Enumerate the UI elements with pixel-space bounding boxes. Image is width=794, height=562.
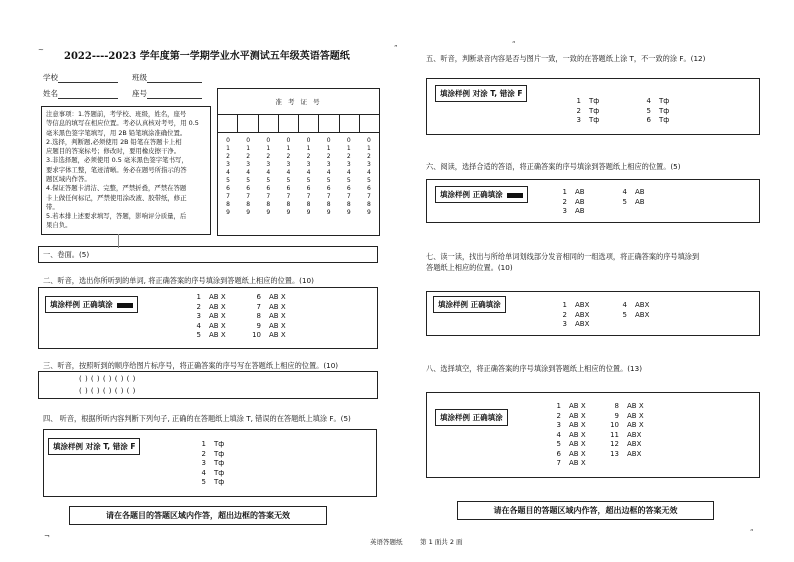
section-5-sample: 填涂样例 对涂 T, 错涂 F [435, 85, 527, 102]
answer-row [194, 440, 254, 450]
question-number: 1 [562, 301, 567, 309]
answer-row [555, 188, 675, 198]
exam-number-cell[interactable] [238, 115, 258, 132]
question-number: 10 [610, 421, 619, 429]
answer-bubbles[interactable]: ABX [627, 430, 642, 439]
section-4-box [43, 429, 377, 497]
question-number: 1 [196, 293, 201, 301]
digit-bubble[interactable]: 9 [266, 209, 271, 216]
digit-bubble[interactable]: 9 [326, 209, 331, 216]
answer-bubbles[interactable]: AB X [627, 421, 644, 429]
digit-bubble[interactable]: 7 [346, 193, 351, 200]
answer-bubbles[interactable]: AB X [269, 331, 286, 339]
digit-bubble[interactable]: 3 [246, 161, 251, 168]
question-number: 6 [556, 449, 561, 458]
seat-label: 座号 [132, 89, 147, 98]
answer-row [549, 431, 667, 441]
answer-bubbles[interactable]: AB X [569, 402, 586, 410]
digit-bubble[interactable]: 0 [226, 137, 230, 144]
digit-bubble[interactable]: 8 [306, 201, 311, 208]
answer-bubbles[interactable]: Tф [589, 97, 600, 105]
digit-bubble[interactable]: 7 [226, 193, 230, 200]
digit-bubble[interactable]: 3 [367, 161, 371, 168]
seat-field[interactable] [132, 88, 202, 99]
question-number: 1 [576, 97, 581, 105]
section-4-items [194, 440, 254, 488]
question-number: 3 [196, 312, 201, 320]
digit-bubble[interactable]: 7 [367, 193, 371, 200]
notes-line: 注意事项：1.答题前，考学校、班级，姓名，座号 [46, 110, 187, 118]
digit-bubble[interactable]: 4 [326, 169, 331, 176]
class-label: 班级 [132, 73, 147, 82]
section-6-box [426, 179, 760, 223]
digit-bubble[interactable]: 7 [246, 193, 251, 200]
section-3-title: 三、听音，按照听到的顺序给图片标序号，将正确答案的序号写在答题纸上相应的位置。(10) [43, 361, 339, 370]
answer-bubbles[interactable]: AB X [269, 321, 286, 330]
answer-row [549, 459, 667, 469]
digit-bubble[interactable]: 2 [326, 153, 331, 160]
section-5-box [426, 78, 760, 135]
section-8-items [549, 402, 667, 469]
digit-bubble[interactable]: 2 [266, 153, 271, 160]
digit-bubble[interactable]: 4 [346, 169, 351, 176]
answer-bubbles[interactable]: Tф [214, 478, 225, 486]
question-number: 13 [610, 449, 619, 458]
school-label: 学校 [43, 73, 58, 82]
digit-bubble[interactable]: 3 [286, 161, 291, 168]
digit-bubble[interactable]: 6 [266, 185, 271, 192]
answer-bubbles[interactable]: AB X [569, 440, 586, 448]
answer-bubbles[interactable]: Tф [214, 449, 225, 458]
digit-bubble[interactable]: 8 [367, 201, 371, 208]
digit-bubble[interactable]: 0 [326, 137, 331, 144]
digit-bubble[interactable]: 5 [306, 177, 311, 184]
question-number: 5 [646, 106, 651, 115]
answer-bubbles[interactable]: ABX [575, 301, 590, 309]
section-7-title-line-1: 七、读一读，找出与所给单词划线部分发音相同的一组选项，将正确答案的序号填涂到 [426, 252, 700, 261]
question-number: 2 [196, 302, 201, 311]
answer-bubbles[interactable]: ABX [627, 440, 642, 448]
section-2-items [189, 293, 309, 341]
digit-bubble[interactable]: 9 [306, 209, 311, 216]
name-label: 姓名 [43, 89, 58, 98]
answer-row [569, 116, 699, 126]
digit-bubble[interactable]: 4 [286, 169, 291, 176]
question-number: 2 [556, 411, 561, 420]
answer-bubbles[interactable]: Tф [214, 468, 225, 477]
answer-bubbles[interactable]: AB X [569, 449, 586, 458]
answer-bubbles[interactable]: AB X [209, 331, 226, 339]
answer-bubbles[interactable]: Tф [214, 440, 225, 448]
answer-bubbles[interactable]: AB X [209, 302, 226, 311]
school-field[interactable] [43, 72, 118, 83]
digit-bubble[interactable]: 3 [306, 161, 311, 168]
left-warning: 请在各题目的答题区域内作答，超出边框的答案无效 [69, 506, 327, 525]
exam-number-column [218, 137, 238, 217]
exam-number-label: 准 考 证 号 [218, 89, 379, 115]
digit-bubble[interactable]: 4 [306, 169, 311, 176]
answer-bubbles[interactable]: AB X [209, 321, 226, 330]
question-number: 5 [622, 197, 627, 206]
question-number: 2 [576, 106, 581, 115]
digit-bubble[interactable]: 2 [306, 153, 311, 160]
digit-bubble[interactable]: 2 [346, 153, 351, 160]
exam-number-column [278, 137, 298, 217]
digit-bubble[interactable]: 0 [286, 137, 291, 144]
answer-bubbles[interactable]: AB X [627, 402, 644, 410]
notes-line: 题区域内作答。 [46, 174, 91, 183]
answer-bubbles[interactable]: Tф [659, 106, 670, 115]
question-number: 9 [614, 411, 619, 420]
page-title: 2022----2023 学年度第一学期学业水平测试五年级英语答题纸 [64, 51, 350, 62]
answer-bubbles[interactable]: AB [575, 207, 585, 215]
digit-bubble[interactable]: 1 [246, 145, 251, 152]
answer-bubbles[interactable]: AB X [569, 430, 586, 439]
digit-bubble[interactable]: 1 [266, 145, 271, 152]
digit-bubble[interactable]: 7 [306, 193, 311, 200]
answer-row [194, 450, 254, 460]
section-2-title: 二、听音，选出你所听到的单词, 将正确答案的序号填涂到答题纸上相应的位置。(10) [43, 276, 314, 285]
digit-bubble[interactable]: 6 [286, 185, 291, 192]
right-warning: 请在各题目的答题区域内作答，超出边框的答案无效 [457, 501, 714, 520]
answer-row [549, 450, 667, 460]
section-8-sample: 填涂样例 正确填涂 [435, 409, 508, 426]
notes-line: 4.保证答题卡清洁、完整，严禁折叠，严禁在答题 [46, 184, 187, 193]
answer-bubbles[interactable]: AB [575, 197, 585, 206]
answer-bubbles[interactable]: AB X [569, 411, 586, 420]
exam-number-cell[interactable] [218, 115, 238, 132]
digit-bubble[interactable]: 5 [346, 177, 351, 184]
section-1-box [38, 246, 378, 263]
section-2-sample-label: 填涂样例 正确填涂 [50, 300, 113, 309]
notes-box [41, 106, 211, 235]
answer-bubbles[interactable]: ABX [575, 310, 590, 319]
digit-bubble[interactable]: 1 [326, 145, 331, 152]
digit-bubble[interactable]: 1 [226, 145, 230, 152]
exam-number-column [319, 137, 339, 217]
digit-bubble[interactable]: 0 [346, 137, 351, 144]
question-number: 4 [646, 97, 651, 105]
section-3-row-1[interactable]: ( ) ( ) ( ) ( ) ( ) [79, 375, 136, 383]
digit-bubble[interactable]: 2 [367, 153, 371, 160]
filled-mark-icon [117, 303, 133, 308]
digit-bubble[interactable]: 8 [286, 201, 291, 208]
notes-line: 毫米黑色签字笔填写，用 2B 铅笔填涂准确位置。 [46, 128, 187, 137]
answer-row [569, 107, 699, 117]
section-4-title: 四、 听音，根据所听内容判断下列句子, 正确的在答题纸上填涂 T, 错误的在答题纸上填涂 F。(5) [43, 414, 351, 423]
question-number: 1 [562, 188, 567, 196]
question-number: 7 [556, 459, 561, 467]
digit-bubble[interactable]: 6 [246, 185, 251, 192]
digit-bubble[interactable]: 3 [226, 161, 230, 168]
answer-bubbles[interactable]: AB [635, 188, 645, 196]
notes-line: 3.非选择题，必须使用 0.5 毫米黑色签字笔书写， [46, 156, 188, 165]
digit-bubble[interactable]: 5 [266, 177, 271, 184]
question-number: 2 [562, 197, 567, 206]
digit-bubble[interactable]: 3 [266, 161, 271, 168]
right-top-mark: “ [512, 40, 516, 48]
section-3-box [38, 371, 378, 399]
answer-row [189, 303, 309, 313]
digit-bubble[interactable]: 0 [367, 137, 371, 144]
notes-line: 应题目的答案标号；修改时，要用橡皮擦干净。 [46, 147, 181, 156]
answer-row [555, 207, 675, 217]
digit-bubble[interactable]: 1 [367, 145, 371, 152]
answer-bubbles[interactable]: Tф [589, 106, 600, 115]
answer-bubbles[interactable]: AB [635, 197, 645, 206]
question-number: 5 [556, 440, 561, 448]
question-number: 3 [556, 421, 561, 429]
digit-bubble[interactable]: 7 [266, 193, 271, 200]
section-6-title: 六、阅读，选择合适的答语，将正确答案的序号填涂到答题纸上相应的位置。(5) [426, 162, 681, 171]
answer-bubbles[interactable]: ABX [635, 310, 650, 319]
answer-bubbles[interactable]: AB X [627, 411, 644, 420]
answer-row [189, 312, 309, 322]
notes-line: 带。 [46, 202, 59, 211]
notes-line: 5.若本排上述要求填写，答题，影响评分质量，后 [46, 212, 187, 221]
digit-bubble[interactable]: 1 [306, 145, 311, 152]
digit-bubble[interactable]: 6 [326, 185, 331, 192]
digit-bubble[interactable]: 9 [286, 209, 291, 216]
answer-bubbles[interactable]: AB X [569, 459, 586, 467]
question-number: 6 [646, 116, 651, 124]
question-number: 3 [562, 207, 567, 215]
digit-bubble[interactable]: 5 [326, 177, 331, 184]
digit-bubble[interactable]: 0 [266, 137, 271, 144]
section-6-sample-label: 填涂样例 正确填涂 [440, 190, 503, 199]
exam-number-grid [217, 88, 380, 236]
question-number: 2 [201, 449, 206, 458]
section-1-title: 一、卷面。(5) [43, 250, 90, 259]
digit-bubble[interactable]: 0 [306, 137, 311, 144]
digit-bubble[interactable]: 8 [266, 201, 271, 208]
digit-bubble[interactable]: 9 [346, 209, 351, 216]
digit-bubble[interactable]: 6 [306, 185, 311, 192]
question-number: 3 [576, 116, 581, 124]
digit-bubble[interactable]: 6 [226, 185, 230, 192]
answer-bubbles[interactable]: ABX [575, 320, 590, 328]
exam-number-cell[interactable] [279, 115, 299, 132]
exam-number-column [238, 137, 258, 217]
answer-row [549, 412, 667, 422]
section-8-title: 八、选择填空，将正确答案的序号填涂到答题纸上相应的位置。(13) [426, 364, 643, 373]
notes-line: 要求字体工整，笔迹清晰。务必在题号所指示的答 [46, 165, 187, 174]
question-number: 4 [201, 468, 206, 477]
answer-bubbles[interactable]: Tф [589, 116, 600, 124]
section-5-title: 五、听音，判断录音内容是否与图片一致，一致的在答题纸上涂 T，不一致的涂 F。(12) [426, 54, 706, 63]
digit-bubble[interactable]: 3 [326, 161, 331, 168]
answer-row [189, 331, 309, 341]
section-7-sample: 填涂样例 正确填涂 [433, 296, 506, 313]
question-number: 8 [614, 402, 619, 410]
answer-bubbles[interactable]: AB X [209, 293, 226, 301]
answer-bubbles[interactable]: AB X [269, 293, 286, 301]
right-corner-mark: “ [750, 528, 754, 536]
answer-bubbles[interactable]: AB [575, 188, 585, 196]
notes-line: 2.选择，判断题,必须使用 2B 铅笔在答题卡上相 [46, 137, 182, 146]
digit-bubble[interactable]: 2 [286, 153, 291, 160]
digit-bubble[interactable]: 0 [246, 137, 251, 144]
digit-bubble[interactable]: 5 [286, 177, 291, 184]
digit-bubble[interactable]: 7 [286, 193, 291, 200]
answer-row [189, 293, 309, 303]
digit-bubble[interactable]: 1 [346, 145, 351, 152]
answer-bubbles[interactable]: AB X [569, 421, 586, 429]
class-field[interactable] [132, 72, 202, 83]
section-8-box [426, 392, 760, 478]
digit-bubble[interactable]: 7 [326, 193, 331, 200]
digit-bubble[interactable]: 6 [367, 185, 371, 192]
question-number: 4 [622, 188, 627, 196]
question-number: 3 [562, 320, 567, 328]
exam-number-column [258, 137, 278, 217]
answer-row [555, 320, 675, 330]
question-number: 4 [622, 301, 627, 309]
section-4-sample: 填涂样例 对涂 T, 错涂 F [48, 438, 140, 455]
answer-bubbles[interactable]: Tф [659, 97, 670, 105]
answer-row [194, 478, 254, 488]
exam-number-cell[interactable] [360, 115, 379, 132]
answer-row [555, 198, 675, 208]
left-corner-mark: ¬ [44, 532, 50, 540]
digit-bubble[interactable]: 4 [226, 169, 230, 176]
section-3-row-2[interactable]: ( ) ( ) ( ) ( ) ( ) [79, 387, 136, 395]
question-number: 2 [562, 310, 567, 319]
notes-line: 果自负。 [46, 221, 72, 230]
notes-line: 卡上做任何标记，严禁使用涂改液、胶带纸，修正 [46, 193, 187, 202]
name-field[interactable] [43, 88, 118, 99]
question-number: 5 [201, 478, 206, 486]
digit-bubble[interactable]: 4 [367, 169, 371, 176]
quote-mark: ” [394, 44, 398, 52]
question-number: 4 [196, 321, 201, 330]
digit-bubble[interactable]: 8 [226, 201, 230, 208]
corner-mark: ~ [38, 46, 44, 54]
question-number: 1 [201, 440, 206, 448]
question-number: 5 [622, 310, 627, 319]
divider-tick [118, 234, 119, 248]
question-number: 6 [256, 293, 261, 301]
digit-bubble[interactable]: 5 [246, 177, 251, 184]
question-number: 11 [610, 430, 619, 439]
section-6-items [555, 188, 675, 217]
question-number: 9 [256, 321, 261, 330]
question-number: 3 [201, 459, 206, 467]
exam-number-column [299, 137, 319, 217]
answer-row [194, 469, 254, 479]
answer-row [549, 421, 667, 431]
answer-bubbles[interactable]: ABX [635, 301, 650, 309]
filled-mark-icon [507, 193, 523, 198]
answer-bubbles[interactable]: ABX [627, 449, 642, 458]
question-number: 10 [252, 331, 261, 339]
digit-bubble[interactable]: 9 [226, 209, 230, 216]
digit-bubble[interactable]: 6 [346, 185, 351, 192]
exam-number-column [359, 137, 379, 217]
digit-bubble[interactable]: 8 [326, 201, 331, 208]
digit-bubble[interactable]: 3 [346, 161, 351, 168]
exam-number-cell[interactable] [319, 115, 339, 132]
exam-number-cell[interactable] [259, 115, 279, 132]
question-number: 4 [556, 430, 561, 439]
exam-number-cell[interactable] [340, 115, 360, 132]
answer-row [549, 440, 667, 450]
section-2-sample [45, 296, 138, 313]
digit-bubble[interactable]: 5 [226, 177, 230, 184]
answer-bubbles[interactable]: AB X [269, 312, 286, 320]
question-number: 5 [196, 331, 201, 339]
digit-bubble[interactable]: 8 [246, 201, 251, 208]
section-7-title-line-2: 答题纸上相应的位置。(10) [426, 263, 513, 272]
answer-row [194, 459, 254, 469]
digit-bubble[interactable]: 2 [246, 153, 251, 160]
answer-row [555, 311, 675, 321]
digit-bubble[interactable]: 2 [226, 153, 230, 160]
answer-bubbles[interactable]: AB X [269, 302, 286, 311]
page-number: 第 1 面共 2 面 [420, 538, 463, 546]
answer-row [189, 322, 309, 332]
digit-bubble[interactable]: 9 [367, 209, 371, 216]
footer-label: 英语答题纸 [370, 538, 403, 546]
digit-bubble[interactable]: 1 [286, 145, 291, 152]
answer-row [569, 97, 699, 107]
section-5-items [569, 97, 699, 126]
answer-row [555, 301, 675, 311]
section-7-items [555, 301, 675, 330]
question-number: 12 [610, 440, 619, 448]
exam-number-cell[interactable] [299, 115, 319, 132]
section-7-box [426, 291, 760, 336]
digit-bubble[interactable]: 5 [367, 177, 371, 184]
question-number: 1 [556, 402, 561, 410]
digit-bubble[interactable]: 4 [266, 169, 271, 176]
answer-bubbles[interactable]: Tф [214, 459, 225, 467]
answer-bubbles[interactable]: Tф [659, 116, 670, 124]
section-2-box [38, 287, 378, 349]
answer-row [549, 402, 667, 412]
exam-number-column [339, 137, 359, 217]
section-6-sample [435, 186, 528, 203]
digit-bubble[interactable]: 8 [346, 201, 351, 208]
notes-line: 等信息的填写在相应位置。考必认真核对考号，用 0.5 [46, 119, 199, 128]
answer-bubbles[interactable]: AB X [209, 312, 226, 320]
question-number: 7 [256, 302, 261, 311]
digit-bubble[interactable]: 4 [246, 169, 251, 176]
question-number: 8 [256, 312, 261, 320]
digit-bubble[interactable]: 9 [246, 209, 251, 216]
